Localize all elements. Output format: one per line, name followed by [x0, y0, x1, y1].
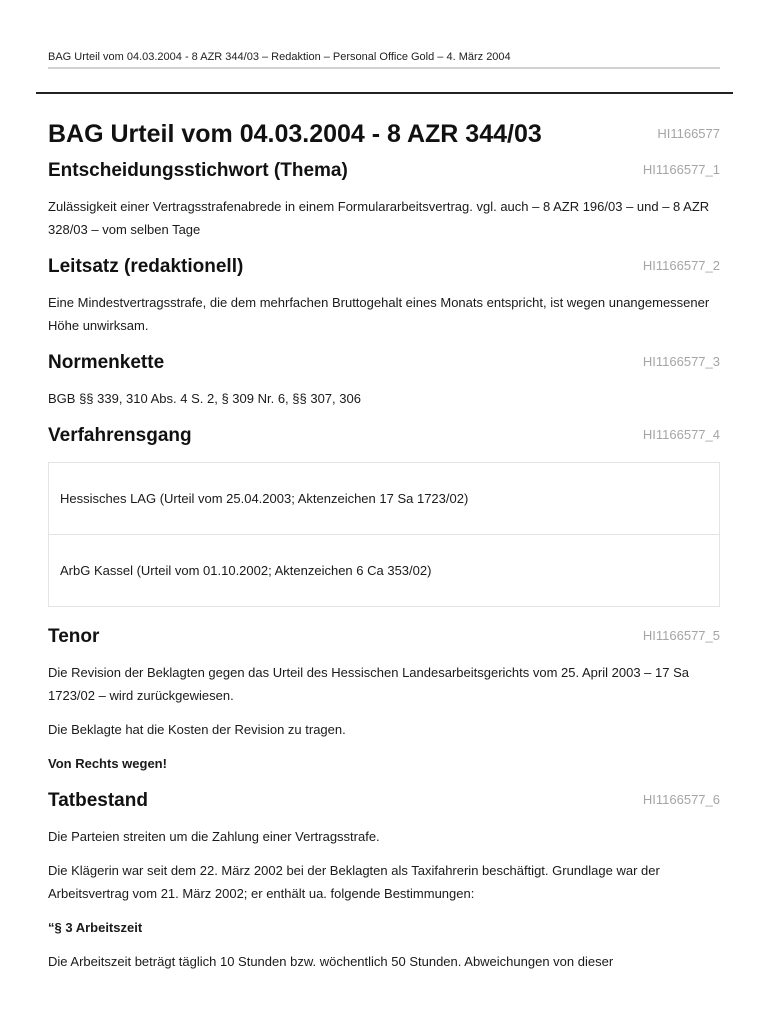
tatbestand-paragraph: Die Arbeitszeit beträgt täglich 10 Stunden bzw. wöchentlich 50 Stunden. Abweichungen von dieser — [48, 954, 614, 969]
leitsatz-text: Eine Mindestvertragsstrafe, die dem mehrfachen Bruttogehalt eines Monats entspricht, ist wegen unangemessener Höhe unwirksam. — [48, 295, 710, 333]
header-divider — [48, 67, 720, 69]
verfahrensgang-table — [48, 462, 720, 607]
document-title-row — [48, 119, 720, 149]
section-title-normenkette: Normenkette — [48, 352, 165, 373]
section-header-leitsatz — [48, 255, 720, 279]
section-header-tenor — [48, 625, 720, 649]
section-title-stichwort: Entscheidungsstichwort (Thema) — [48, 160, 348, 181]
section-title-verfahrensgang: Verfahrensgang — [48, 425, 192, 446]
section-title-tenor: Tenor — [48, 626, 100, 647]
stichwort-text: Zulässigkeit einer Vertragsstrafenabrede in einem Formulararbeitsvertrag. vgl. auch – 8 AZR 196/03 – und – 8 AZR 328/03 – vom selben Tage — [48, 199, 710, 237]
section-title-leitsatz: Leitsatz (redaktionell) — [48, 256, 244, 277]
section-title-tatbestand: Tatbestand — [48, 790, 148, 811]
section-header-tatbestand — [48, 789, 720, 813]
tenor-paragraph: Die Revision der Beklagten gegen das Urteil des Hessischen Landesarbeitsgerichts vom 25. April 2003 – 17 Sa 1723/02 – wird zurückgewiesen. — [48, 665, 689, 703]
verfahrensgang-row: ArbG Kassel (Urteil vom 01.10.2002; Aktenzeichen 6 Ca 353/02) — [48, 535, 720, 607]
section-id-verfahrensgang: HI1166577_4 — [642, 427, 720, 442]
tatbestand-paragraph: Die Klägerin war seit dem 22. März 2002 bei der Beklagten als Taxifahrerin beschäftigt. Grundlage war der Arbeitsvertrag vom 21. März 2002; er enthält ua. folgende Bestimmungen: — [48, 863, 660, 901]
tatbestand-subheading: “§ 3 Arbeitszeit — [48, 920, 143, 935]
running-header: BAG Urteil vom 04.03.2004 - 8 AZR 344/03 – Redaktion – Personal Office Gold – 4. März 2004 — [48, 51, 511, 63]
tenor-closing: Von Rechts wegen! — [48, 756, 167, 771]
section-id-leitsatz: HI1166577_2 — [642, 258, 720, 273]
tenor-paragraph: Die Beklagte hat die Kosten der Revision zu tragen. — [48, 722, 346, 737]
section-id-tenor: HI1166577_5 — [642, 628, 720, 643]
section-id-stichwort: HI1166577_1 — [642, 162, 720, 177]
section-id-tatbestand: HI1166577_6 — [642, 792, 720, 807]
verfahrensgang-row: Hessisches LAG (Urteil vom 25.04.2003; Aktenzeichen 17 Sa 1723/02) — [48, 463, 720, 535]
document-content — [48, 94, 720, 988]
document-title: BAG Urteil vom 04.03.2004 - 8 AZR 344/03 — [48, 120, 542, 148]
section-header-normenkette — [48, 351, 720, 375]
normenkette-text: BGB §§ 339, 310 Abs. 4 S. 2, § 309 Nr. 6, §§ 307, 306 — [48, 391, 361, 406]
section-id-normenkette: HI1166577_3 — [642, 354, 720, 369]
section-header-verfahrensgang — [48, 424, 720, 448]
tatbestand-paragraph: Die Parteien streiten um die Zahlung einer Vertragsstrafe. — [48, 829, 380, 844]
section-header-stichwort — [48, 159, 720, 183]
document-id: HI1166577 — [657, 126, 720, 141]
